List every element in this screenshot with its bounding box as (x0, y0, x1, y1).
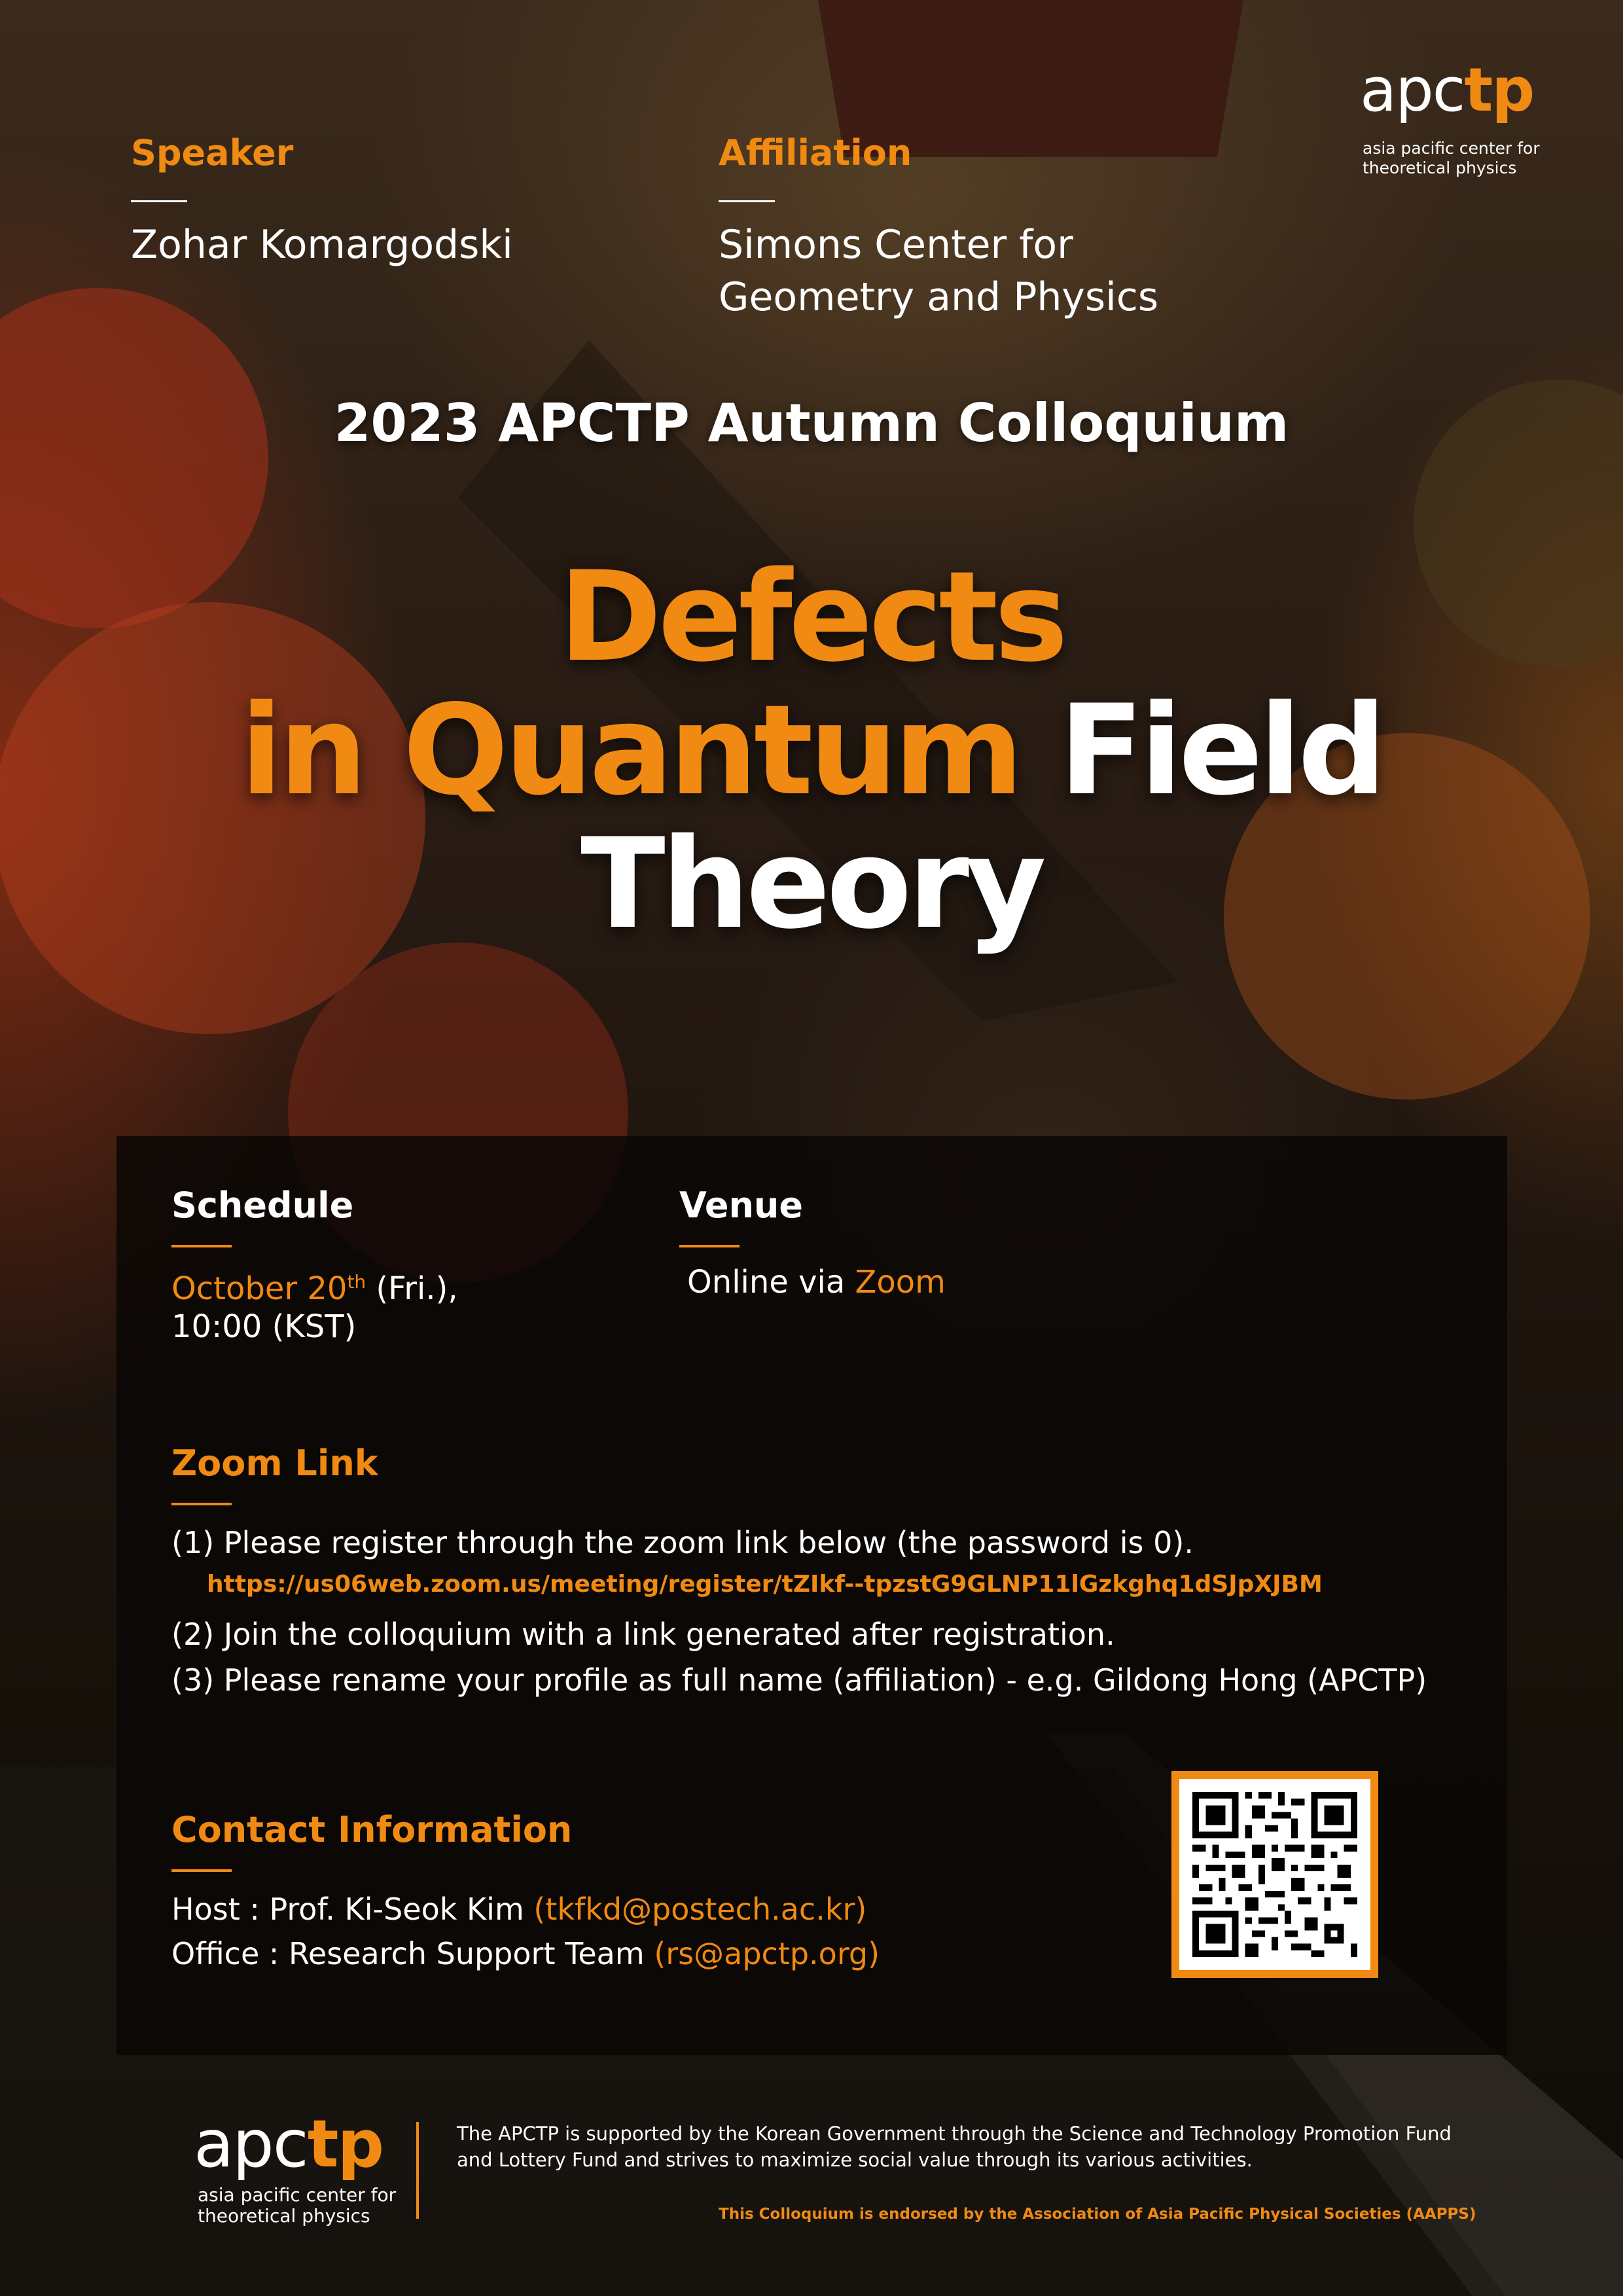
schedule-day: (Fri.), (366, 1270, 458, 1307)
speaker-divider (131, 200, 187, 202)
venue-value (687, 1259, 946, 1305)
schedule-time: 10:00 (KST) (171, 1308, 357, 1345)
footer-divider (416, 2122, 419, 2219)
zoom-label: Zoom Link (171, 1443, 378, 1484)
qr-code-pattern (1179, 1779, 1370, 1970)
venue-prefix: Online via (687, 1264, 855, 1300)
zoom-divider (171, 1503, 232, 1505)
contact-office-email[interactable]: (rs@apctp.org) (654, 1936, 880, 1971)
contact-office-text: Office : Research Support Team (171, 1936, 654, 1971)
venue-label: Venue (679, 1185, 803, 1226)
affiliation-name: Simons Center for Geometry and Physics (719, 222, 1159, 320)
footer-endorsement: This Colloquium is endorsed by the Association of Asia Pacific Physical Societies (AAPPS) (719, 2206, 1476, 2223)
affiliation-divider (719, 200, 775, 202)
schedule-divider (171, 1245, 232, 1247)
schedule-label: Schedule (171, 1185, 354, 1226)
contact-divider (171, 1869, 232, 1872)
contact-label: Contact Information (171, 1809, 573, 1850)
title-line-2-orange: in Quantum (240, 678, 1020, 823)
speaker-label: Speaker (131, 132, 294, 173)
zoom-step-3: (3) Please rename your profile as full name (affiliation) - e.g. Gildong Hong (APCTP) (171, 1662, 1427, 1698)
footer-apctp-logo (194, 2106, 383, 2182)
zoom-step-1: (1) Please register through the zoom link below (the password is 0). (171, 1525, 1194, 1560)
footer-logo-accent: tp (307, 2106, 383, 2182)
contact-office (171, 1931, 880, 1977)
contact-host-email[interactable]: (tkfkd@postech.ac.kr) (533, 1892, 867, 1927)
event-series: 2023 APCTP Autumn Colloquium (334, 393, 1289, 454)
zoom-qr-code[interactable] (1171, 1771, 1378, 1978)
venue-divider (679, 1245, 740, 1247)
title-line-2-white: Field (1019, 678, 1383, 823)
logo-word-plain: apc (1360, 55, 1465, 125)
apctp-logo (1360, 55, 1534, 125)
venue-platform: Zoom (855, 1264, 946, 1300)
speaker-name: Zohar Komargodski (131, 222, 513, 268)
title-line-3: Theory (580, 812, 1043, 956)
contact-host-text: Host : Prof. Ki-Seok Kim (171, 1892, 534, 1927)
footer-support-text: The APCTP is supported by the Korean Government through the Science and Technology Promotion Fund and Lottery Fund and strives to maximize social value through its various activities. (457, 2123, 1452, 2171)
contact-host (171, 1886, 866, 1932)
logo-subtitle: asia pacific center for theoretical physics (1363, 139, 1540, 177)
footer-logo-subtitle: asia pacific center for theoretical physics (198, 2184, 397, 2227)
schedule-date-text: October 20 (171, 1270, 348, 1307)
schedule-date-sup: th (347, 1271, 366, 1293)
title-line-1: Defects (558, 545, 1065, 689)
zoom-register-link[interactable]: https://us06web.zoom.us/meeting/register/tZIkf--tpzstG9GLNP11lGzkghq1dSJpXJBM (207, 1571, 1323, 1598)
footer-logo-plain: apc (194, 2106, 308, 2182)
zoom-step-2: (2) Join the colloquium with a link generated after registration. (171, 1617, 1115, 1652)
affiliation-label: Affiliation (719, 132, 912, 173)
logo-word-accent: tp (1464, 55, 1534, 125)
title-line-2 (0, 678, 1623, 823)
